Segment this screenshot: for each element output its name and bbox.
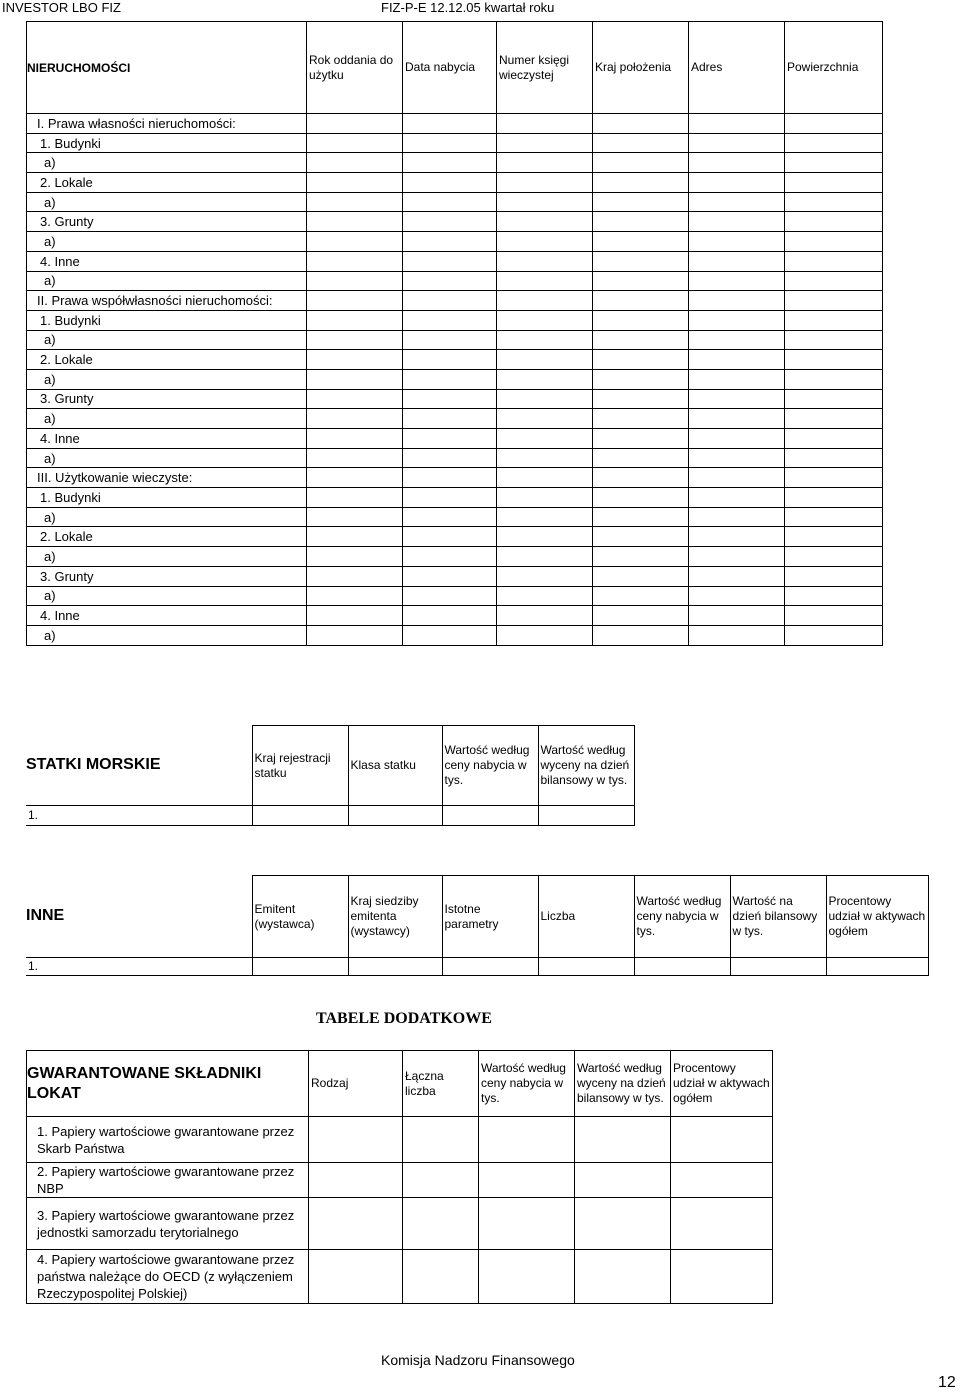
table-cell: [593, 173, 689, 193]
table-cell: [307, 153, 403, 173]
table-cell: [593, 429, 689, 449]
table-cell: [785, 429, 883, 449]
row-label: 1. Budynki: [27, 133, 307, 153]
table-cell: [689, 350, 785, 370]
gwarantowane-header-row: [27, 1051, 773, 1117]
row-label: 2. Papiery wartościowe gwarantowane przez NBP: [27, 1163, 309, 1198]
table-cell: [497, 547, 593, 567]
table-cell: [307, 625, 403, 645]
table-cell: [403, 507, 497, 527]
table-cell: [307, 429, 403, 449]
table-row: [27, 310, 883, 330]
table-cell: [307, 251, 403, 271]
row-label: a): [27, 409, 307, 429]
table-cell: [593, 251, 689, 271]
col-wartosc-wyceny: Wartość według wyceny na dzień bilansowy w tys.: [538, 726, 634, 806]
table-cell: [307, 350, 403, 370]
col-wartosc-ceny-nabycia: Wartość według ceny nabycia w tys.: [442, 726, 538, 806]
table-cell: [689, 586, 785, 606]
table-cell: [307, 212, 403, 232]
table-cell: [785, 547, 883, 567]
table-cell: [497, 429, 593, 449]
row-label: 1. Papiery wartościowe gwarantowane przez Skarb Państwa: [27, 1117, 309, 1163]
table-row: [27, 527, 883, 547]
table-cell: [785, 153, 883, 173]
col-numer-ksiegi: Numer księgi wieczystej: [497, 22, 593, 114]
table-cell: [689, 566, 785, 586]
table-cell: [593, 606, 689, 626]
table-cell: [307, 389, 403, 409]
table-cell: [689, 271, 785, 291]
row-label: 3. Grunty: [27, 389, 307, 409]
table-cell: [689, 527, 785, 547]
header-left: INVESTOR LBO FIZ: [2, 0, 121, 15]
table-cell: [689, 310, 785, 330]
table-cell: [785, 350, 883, 370]
table-cell: [403, 310, 497, 330]
row-label: a): [27, 507, 307, 527]
table-cell: [403, 330, 497, 350]
table-cell: [403, 409, 497, 429]
table-cell: [307, 192, 403, 212]
nieruchomosci-header-row: [27, 22, 883, 114]
table-cell: [497, 330, 593, 350]
table-cell: [497, 212, 593, 232]
table-cell: [307, 488, 403, 508]
table-cell: [785, 507, 883, 527]
table-cell: [307, 291, 403, 311]
table-cell: [307, 173, 403, 193]
table-cell: [497, 527, 593, 547]
header-right: FIZ-P-E 12.12.05 kwartał roku: [381, 0, 555, 15]
col-procentowy-udzial: Procentowy udział w aktywach ogółem: [826, 876, 928, 958]
table-cell: [497, 369, 593, 389]
table-cell: [307, 468, 403, 488]
table-cell: [593, 153, 689, 173]
table-cell: [689, 625, 785, 645]
table-cell: [785, 448, 883, 468]
statki-table: [26, 725, 635, 826]
inne-table: [26, 875, 929, 976]
table-cell: [403, 527, 497, 547]
table-cell: [785, 232, 883, 252]
table-cell: [785, 488, 883, 508]
table-cell: [593, 586, 689, 606]
table-cell: [403, 291, 497, 311]
col-kraj-siedziby: Kraj siedziby emitenta (wystawcy): [348, 876, 442, 958]
table-cell: [689, 488, 785, 508]
row-label: 3. Papiery wartościowe gwarantowane przez jednostki samorzadu terytorialnego: [27, 1198, 309, 1250]
table-cell: [689, 153, 785, 173]
table-row: [27, 586, 883, 606]
table-cell: [403, 212, 497, 232]
table-cell: [403, 173, 497, 193]
col-kraj-polozenia: Kraj położenia: [593, 22, 689, 114]
col-klasa-statku: Klasa statku: [348, 726, 442, 806]
row-label: 3. Grunty: [27, 212, 307, 232]
row-label: 1.: [26, 806, 252, 826]
row-label: 3. Grunty: [27, 566, 307, 586]
table-cell: [497, 310, 593, 330]
table-cell: [785, 192, 883, 212]
table-row: [26, 806, 634, 826]
table-cell: [497, 153, 593, 173]
table-cell: [593, 212, 689, 232]
statki-header-row: [26, 726, 634, 806]
table-cell: [307, 527, 403, 547]
table-row: [27, 566, 883, 586]
row-label: a): [27, 448, 307, 468]
table-cell: [307, 448, 403, 468]
tabele-dodatkowe-title: TABELE DODATKOWE: [316, 1010, 492, 1027]
table-cell: [689, 291, 785, 311]
col-wartosc-wyceny: Wartość według wyceny na dzień bilansowy w tys.: [575, 1051, 671, 1117]
row-label: 1. Budynki: [27, 310, 307, 330]
table-cell: [497, 507, 593, 527]
table-cell: [403, 586, 497, 606]
table-cell: [497, 606, 593, 626]
table-cell: [593, 192, 689, 212]
table-cell: [593, 350, 689, 370]
row-label: II. Prawa współwłasności nieruchomości:: [27, 291, 307, 311]
table-row: [27, 625, 883, 645]
table-cell: [497, 271, 593, 291]
table-cell: [785, 271, 883, 291]
table-cell: [593, 566, 689, 586]
table-row: [27, 448, 883, 468]
table-cell: [785, 468, 883, 488]
table-cell: [307, 232, 403, 252]
row-label: a): [27, 330, 307, 350]
col-powierzchnia: Powierzchnia: [785, 22, 883, 114]
nieruchomosci-table: [26, 21, 883, 646]
table-cell: [307, 606, 403, 626]
table-cell: [307, 369, 403, 389]
table-cell: [403, 114, 497, 134]
row-label: 1.: [26, 958, 252, 976]
table-row: [27, 547, 883, 567]
table-row: [27, 232, 883, 252]
table-cell: [497, 586, 593, 606]
table-cell: [785, 291, 883, 311]
table-cell: [593, 527, 689, 547]
table-row: [27, 488, 883, 508]
row-label: I. Prawa własności nieruchomości:: [27, 114, 307, 134]
table-cell: [689, 369, 785, 389]
table-cell: [497, 409, 593, 429]
table-cell: [403, 566, 497, 586]
table-row: [27, 251, 883, 271]
table-cell: [307, 114, 403, 134]
row-label: 2. Lokale: [27, 173, 307, 193]
row-label: a): [27, 192, 307, 212]
table-cell: [497, 114, 593, 134]
col-istotne-parametry: Istotne parametry: [442, 876, 538, 958]
table-cell: [593, 310, 689, 330]
col-kraj-rejestracji: Kraj rejestracji statku: [252, 726, 348, 806]
table-cell: [497, 251, 593, 271]
col-wartosc-na-dzien: Wartość na dzień bilansowy w tys.: [730, 876, 826, 958]
table-cell: [689, 468, 785, 488]
table-cell: [593, 625, 689, 645]
table-cell: [785, 527, 883, 547]
table-cell: [403, 251, 497, 271]
col-emitent: Emitent (wystawca): [252, 876, 348, 958]
table-cell: [403, 468, 497, 488]
table-cell: [689, 606, 785, 626]
table-cell: [593, 330, 689, 350]
table-row: [27, 369, 883, 389]
col-laczna-liczba: Łączna liczba: [403, 1051, 479, 1117]
table-cell: [497, 133, 593, 153]
table-cell: [689, 232, 785, 252]
row-label: a): [27, 586, 307, 606]
row-label: III. Użytkowanie wieczyste:: [27, 468, 307, 488]
table-cell: [785, 114, 883, 134]
table-cell: [403, 350, 497, 370]
table-cell: [785, 369, 883, 389]
table-cell: [689, 192, 785, 212]
row-label: a): [27, 547, 307, 567]
footer-center: Komisja Nadzoru Finansowego: [381, 1352, 575, 1368]
table-cell: [307, 586, 403, 606]
table-cell: [497, 350, 593, 370]
table-row: [27, 192, 883, 212]
table-cell: [785, 389, 883, 409]
row-label: a): [27, 271, 307, 291]
row-label: a): [27, 625, 307, 645]
table-cell: [785, 173, 883, 193]
table-row: [27, 133, 883, 153]
table-cell: [593, 468, 689, 488]
table-cell: [785, 330, 883, 350]
table-cell: [403, 153, 497, 173]
table-cell: [785, 625, 883, 645]
table-cell: [785, 251, 883, 271]
row-label: 4. Inne: [27, 429, 307, 449]
table-cell: [689, 212, 785, 232]
table-cell: [403, 271, 497, 291]
table-cell: [689, 330, 785, 350]
table-cell: [497, 625, 593, 645]
table-cell: [689, 251, 785, 271]
row-label: 4. Inne: [27, 606, 307, 626]
table-cell: [403, 488, 497, 508]
table-row: [27, 389, 883, 409]
table-cell: [593, 232, 689, 252]
row-label: a): [27, 369, 307, 389]
row-label: a): [27, 153, 307, 173]
table-cell: [403, 429, 497, 449]
table-cell: [593, 507, 689, 527]
table-row: [27, 1198, 773, 1250]
row-label: 4. Papiery wartościowe gwarantowane przez państwa należące do OECD (z wyłączeniem Rzeczypospolitej Polskiej): [27, 1250, 309, 1304]
table-cell: [689, 389, 785, 409]
table-cell: [403, 192, 497, 212]
table-row: [27, 507, 883, 527]
table-cell: [689, 133, 785, 153]
table-row: [27, 330, 883, 350]
table-row: [26, 958, 928, 976]
table-row: [27, 1163, 773, 1198]
row-label: 1. Budynki: [27, 488, 307, 508]
table-cell: [497, 291, 593, 311]
table-row: [27, 1250, 773, 1304]
table-cell: [593, 114, 689, 134]
table-cell: [497, 173, 593, 193]
table-row: [27, 291, 883, 311]
col-rodzaj: Rodzaj: [309, 1051, 403, 1117]
nieruchomosci-title: NIERUCHOMOŚCI: [27, 22, 307, 114]
gwarantowane-title: GWARANTOWANE SKŁADNIKI LOKAT: [27, 1051, 309, 1117]
col-wartosc-ceny-nabycia: Wartość według ceny nabycia w tys.: [634, 876, 730, 958]
table-cell: [307, 310, 403, 330]
table-cell: [307, 133, 403, 153]
table-cell: [497, 389, 593, 409]
row-label: 4. Inne: [27, 251, 307, 271]
table-cell: [689, 507, 785, 527]
table-cell: [497, 448, 593, 468]
table-cell: [307, 566, 403, 586]
statki-title: STATKI MORSKIE: [26, 726, 252, 806]
table-cell: [593, 389, 689, 409]
table-cell: [593, 488, 689, 508]
table-row: [27, 1117, 773, 1163]
table-cell: [593, 291, 689, 311]
table-cell: [497, 468, 593, 488]
table-row: [27, 429, 883, 449]
table-cell: [593, 271, 689, 291]
table-row: [27, 271, 883, 291]
col-liczba: Liczba: [538, 876, 634, 958]
row-label: a): [27, 232, 307, 252]
table-row: [27, 468, 883, 488]
table-cell: [785, 310, 883, 330]
table-cell: [689, 173, 785, 193]
table-cell: [785, 586, 883, 606]
table-row: [27, 212, 883, 232]
table-cell: [307, 271, 403, 291]
table-cell: [593, 547, 689, 567]
table-cell: [403, 448, 497, 468]
col-wartosc-ceny-nabycia: Wartość według ceny nabycia w tys.: [479, 1051, 575, 1117]
table-cell: [307, 507, 403, 527]
inne-title: INNE: [26, 876, 252, 958]
page-number: 12: [938, 1374, 956, 1391]
table-cell: [497, 488, 593, 508]
table-cell: [307, 409, 403, 429]
table-row: [27, 409, 883, 429]
table-cell: [593, 448, 689, 468]
table-cell: [403, 625, 497, 645]
table-cell: [785, 133, 883, 153]
table-cell: [593, 409, 689, 429]
table-cell: [403, 232, 497, 252]
table-cell: [689, 448, 785, 468]
table-cell: [403, 369, 497, 389]
table-row: [27, 114, 883, 134]
table-cell: [497, 566, 593, 586]
gwarantowane-table: [26, 1050, 773, 1304]
row-label: 2. Lokale: [27, 527, 307, 547]
col-adres: Adres: [689, 22, 785, 114]
table-row: [27, 606, 883, 626]
col-data-nabycia: Data nabycia: [403, 22, 497, 114]
table-cell: [593, 369, 689, 389]
col-rok-oddania: Rok oddania do użytku: [307, 22, 403, 114]
table-cell: [785, 606, 883, 626]
table-cell: [785, 566, 883, 586]
table-cell: [403, 547, 497, 567]
table-row: [27, 173, 883, 193]
table-cell: [497, 192, 593, 212]
table-cell: [785, 409, 883, 429]
table-cell: [497, 232, 593, 252]
table-row: [27, 153, 883, 173]
table-cell: [689, 429, 785, 449]
col-procentowy-udzial: Procentowy udział w aktywach ogółem: [671, 1051, 773, 1117]
table-cell: [689, 409, 785, 429]
table-cell: [689, 547, 785, 567]
table-cell: [403, 389, 497, 409]
table-cell: [307, 330, 403, 350]
table-cell: [689, 114, 785, 134]
table-cell: [593, 133, 689, 153]
table-cell: [785, 212, 883, 232]
table-cell: [403, 606, 497, 626]
row-label: 2. Lokale: [27, 350, 307, 370]
inne-header-row: [26, 876, 928, 958]
table-row: [27, 350, 883, 370]
table-cell: [307, 547, 403, 567]
table-cell: [403, 133, 497, 153]
